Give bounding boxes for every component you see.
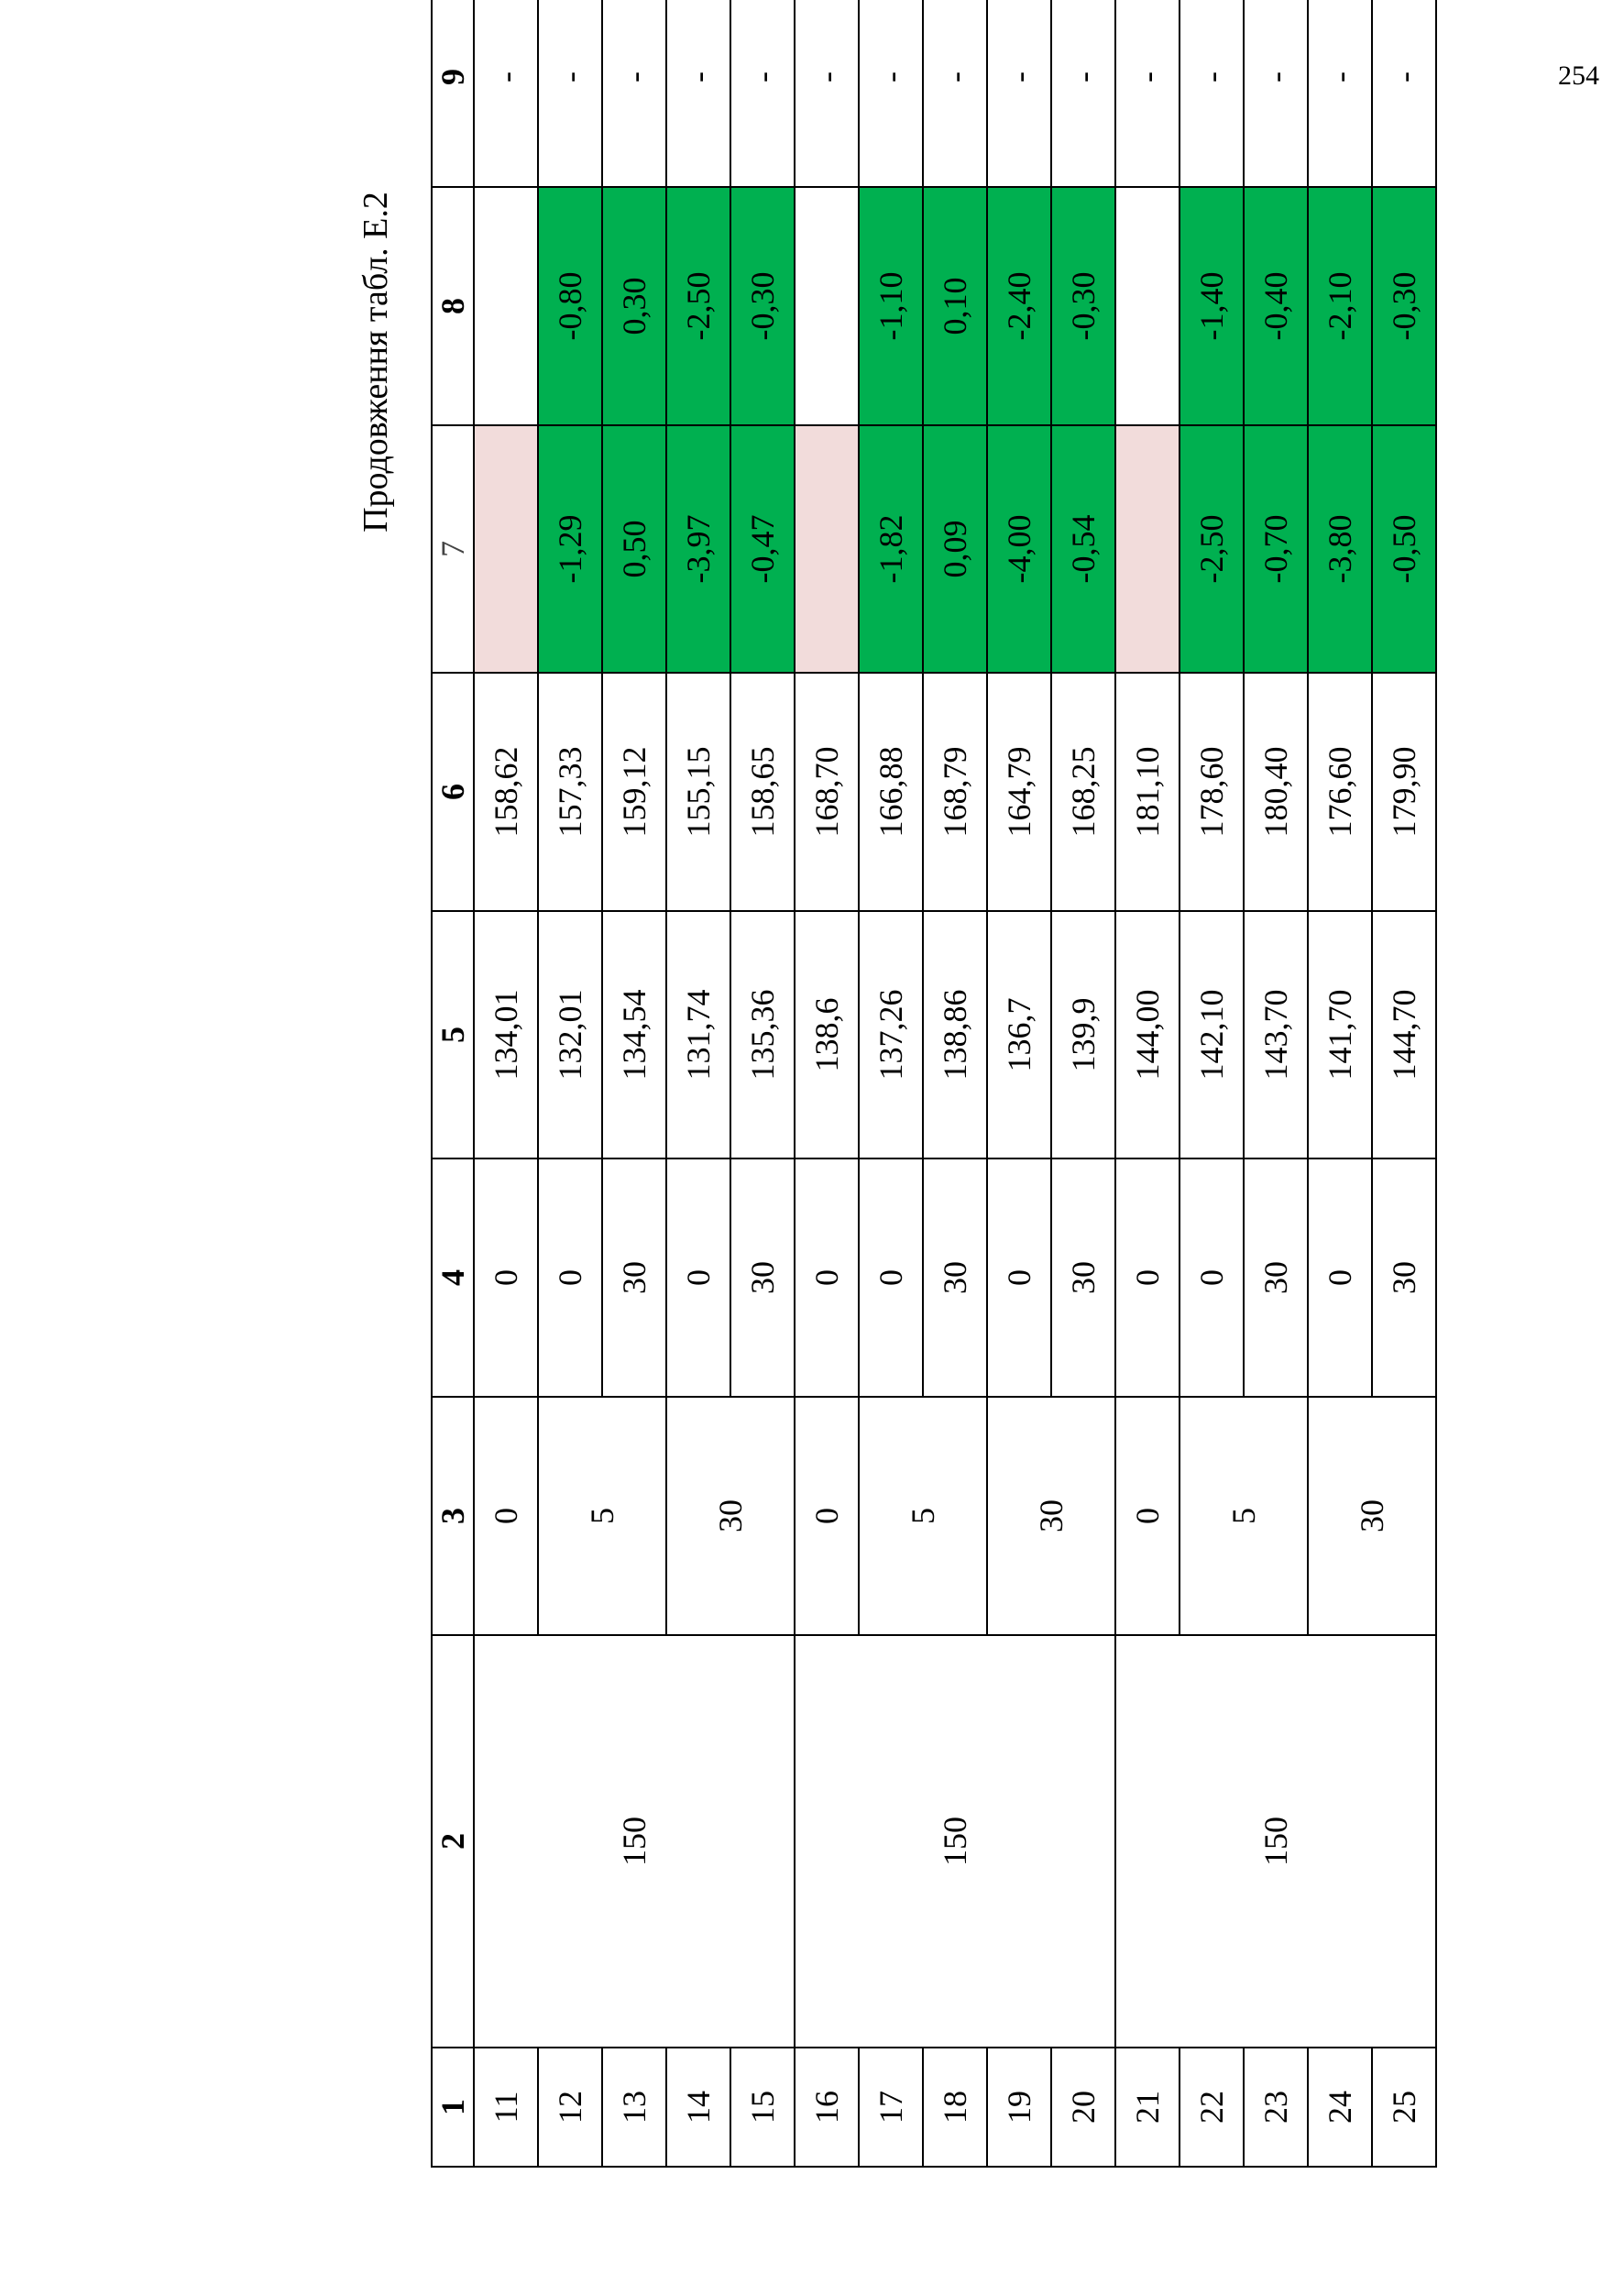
cell-row-number: 16 bbox=[795, 2048, 859, 2167]
rotated-table-container bbox=[431, 0, 1437, 2168]
cell-row-number: 13 bbox=[602, 2048, 666, 2167]
cell-value-9: - bbox=[1051, 0, 1115, 187]
caption-container bbox=[348, 147, 403, 577]
cell-value-5: 134,54 bbox=[602, 911, 666, 1158]
table-row bbox=[474, 0, 538, 2167]
cell-param-4: 0 bbox=[666, 1158, 730, 1397]
cell-param-3: 0 bbox=[474, 1397, 538, 1635]
cell-value-6: 176,60 bbox=[1308, 673, 1372, 911]
cell-param-4: 30 bbox=[1051, 1158, 1115, 1397]
cell-row-number: 15 bbox=[730, 2048, 795, 2167]
cell-row-number: 24 bbox=[1308, 2048, 1372, 2167]
cell-param-4: 0 bbox=[1308, 1158, 1372, 1397]
cell-value-9: - bbox=[859, 0, 923, 187]
cell-value-8: -1,40 bbox=[1180, 187, 1244, 425]
header-cell: 2 bbox=[432, 1635, 474, 2048]
cell-value-5: 136,7 bbox=[987, 911, 1051, 1158]
cell-value-5: 144,70 bbox=[1372, 911, 1436, 1158]
header-cell: 1 bbox=[432, 2048, 474, 2167]
cell-value-8: -0,30 bbox=[730, 187, 795, 425]
cell-value-7: -2,50 bbox=[1180, 425, 1244, 673]
cell-value-8: -2,40 bbox=[987, 187, 1051, 425]
cell-value-5: 137,26 bbox=[859, 911, 923, 1158]
cell-param-4: 0 bbox=[859, 1158, 923, 1397]
table-row bbox=[1115, 0, 1180, 2167]
header-cell: 3 bbox=[432, 1397, 474, 1635]
cell-value-7: -3,80 bbox=[1308, 425, 1372, 673]
cell-param-3: 0 bbox=[795, 1397, 859, 1635]
cell-value-9: - bbox=[1115, 0, 1180, 187]
data-table bbox=[431, 0, 1437, 2168]
cell-param-4: 0 bbox=[987, 1158, 1051, 1397]
cell-value-6: 168,25 bbox=[1051, 673, 1115, 911]
cell-value-8: 0,10 bbox=[923, 187, 987, 425]
cell-value-7: -3,97 bbox=[666, 425, 730, 673]
cell-value-8: -0,80 bbox=[538, 187, 602, 425]
cell-value-8 bbox=[1115, 187, 1180, 425]
cell-row-number: 14 bbox=[666, 2048, 730, 2167]
header-row bbox=[432, 0, 474, 2167]
cell-value-7: -1,29 bbox=[538, 425, 602, 673]
cell-value-9: - bbox=[474, 0, 538, 187]
cell-row-number: 25 bbox=[1372, 2048, 1436, 2167]
cell-value-6: 180,40 bbox=[1244, 673, 1308, 911]
cell-param-3: 5 bbox=[538, 1397, 666, 1635]
cell-value-9: - bbox=[730, 0, 795, 187]
cell-value-6: 168,70 bbox=[795, 673, 859, 911]
cell-value-8: -1,10 bbox=[859, 187, 923, 425]
cell-param-4: 0 bbox=[1180, 1158, 1244, 1397]
cell-value-5: 132,01 bbox=[538, 911, 602, 1158]
cell-value-5: 139,9 bbox=[1051, 911, 1115, 1158]
header-cell: 4 bbox=[432, 1158, 474, 1397]
cell-row-number: 12 bbox=[538, 2048, 602, 2167]
cell-value-6: 168,79 bbox=[923, 673, 987, 911]
cell-param-4: 30 bbox=[730, 1158, 795, 1397]
cell-value-6: 178,60 bbox=[1180, 673, 1244, 911]
cell-value-5: 131,74 bbox=[666, 911, 730, 1158]
cell-value-9: - bbox=[923, 0, 987, 187]
cell-value-9: - bbox=[987, 0, 1051, 187]
cell-value-5: 135,36 bbox=[730, 911, 795, 1158]
cell-value-8: -0,40 bbox=[1244, 187, 1308, 425]
cell-row-number: 20 bbox=[1051, 2048, 1115, 2167]
cell-value-9: - bbox=[1244, 0, 1308, 187]
header-cell: 7 bbox=[432, 425, 474, 673]
cell-value-6: 164,79 bbox=[987, 673, 1051, 911]
cell-param-4: 0 bbox=[1115, 1158, 1180, 1397]
cell-param-4: 30 bbox=[1372, 1158, 1436, 1397]
cell-value-7: 0,50 bbox=[602, 425, 666, 673]
cell-value-8: -0,30 bbox=[1372, 187, 1436, 425]
cell-value-9: - bbox=[602, 0, 666, 187]
cell-value-5: 143,70 bbox=[1244, 911, 1308, 1158]
cell-param-4: 30 bbox=[1244, 1158, 1308, 1397]
cell-value-5: 144,00 bbox=[1115, 911, 1180, 1158]
cell-value-5: 142,10 bbox=[1180, 911, 1244, 1158]
cell-param-3: 5 bbox=[859, 1397, 987, 1635]
cell-value-6: 158,65 bbox=[730, 673, 795, 911]
cell-value-9: - bbox=[666, 0, 730, 187]
cell-param-3: 5 bbox=[1180, 1397, 1308, 1635]
cell-group-value: 150 bbox=[795, 1635, 1115, 2048]
table-caption: Продовження табл. Е.2 bbox=[357, 192, 395, 533]
cell-group-value: 150 bbox=[1115, 1635, 1436, 2048]
cell-value-7 bbox=[474, 425, 538, 673]
cell-value-6: 159,12 bbox=[602, 673, 666, 911]
cell-value-6: 157,33 bbox=[538, 673, 602, 911]
cell-row-number: 22 bbox=[1180, 2048, 1244, 2167]
cell-value-9: - bbox=[795, 0, 859, 187]
cell-value-5: 138,6 bbox=[795, 911, 859, 1158]
cell-row-number: 19 bbox=[987, 2048, 1051, 2167]
cell-param-3: 30 bbox=[1308, 1397, 1436, 1635]
cell-value-6: 158,62 bbox=[474, 673, 538, 911]
cell-row-number: 17 bbox=[859, 2048, 923, 2167]
table-row bbox=[795, 0, 859, 2167]
cell-value-5: 141,70 bbox=[1308, 911, 1372, 1158]
cell-param-3: 30 bbox=[987, 1397, 1115, 1635]
cell-value-7 bbox=[795, 425, 859, 673]
cell-value-9: - bbox=[1180, 0, 1244, 187]
header-cell: 9 bbox=[432, 0, 474, 187]
cell-value-8: -0,30 bbox=[1051, 187, 1115, 425]
cell-value-9: - bbox=[538, 0, 602, 187]
cell-value-7: -0,50 bbox=[1372, 425, 1436, 673]
cell-value-9: - bbox=[1372, 0, 1436, 187]
cell-value-8 bbox=[795, 187, 859, 425]
cell-param-4: 30 bbox=[602, 1158, 666, 1397]
cell-value-6: 181,10 bbox=[1115, 673, 1180, 911]
cell-value-7: -0,54 bbox=[1051, 425, 1115, 673]
cell-value-8: 0,30 bbox=[602, 187, 666, 425]
cell-group-value: 150 bbox=[474, 1635, 795, 2048]
header-cell: 8 bbox=[432, 187, 474, 425]
cell-value-8: -2,50 bbox=[666, 187, 730, 425]
cell-value-5: 138,86 bbox=[923, 911, 987, 1158]
cell-row-number: 18 bbox=[923, 2048, 987, 2167]
cell-value-7: -1,82 bbox=[859, 425, 923, 673]
page-number: 254 bbox=[1558, 60, 1599, 91]
cell-param-3: 0 bbox=[1115, 1397, 1180, 1635]
header-cell: 5 bbox=[432, 911, 474, 1158]
cell-param-4: 30 bbox=[923, 1158, 987, 1397]
cell-value-7: 0,09 bbox=[923, 425, 987, 673]
header-cell: 6 bbox=[432, 673, 474, 911]
cell-value-7: -0,47 bbox=[730, 425, 795, 673]
cell-value-9: - bbox=[1308, 0, 1372, 187]
cell-value-7: -0,70 bbox=[1244, 425, 1308, 673]
cell-param-3: 30 bbox=[666, 1397, 795, 1635]
cell-param-4: 0 bbox=[795, 1158, 859, 1397]
cell-row-number: 21 bbox=[1115, 2048, 1180, 2167]
cell-param-4: 0 bbox=[538, 1158, 602, 1397]
cell-row-number: 23 bbox=[1244, 2048, 1308, 2167]
cell-value-5: 134,01 bbox=[474, 911, 538, 1158]
cell-value-8: -2,10 bbox=[1308, 187, 1372, 425]
cell-param-4: 0 bbox=[474, 1158, 538, 1397]
cell-value-7 bbox=[1115, 425, 1180, 673]
cell-value-8 bbox=[474, 187, 538, 425]
cell-row-number: 11 bbox=[474, 2048, 538, 2167]
cell-value-7: -4,00 bbox=[987, 425, 1051, 673]
cell-value-6: 166,88 bbox=[859, 673, 923, 911]
cell-value-6: 179,90 bbox=[1372, 673, 1436, 911]
cell-value-6: 155,15 bbox=[666, 673, 730, 911]
